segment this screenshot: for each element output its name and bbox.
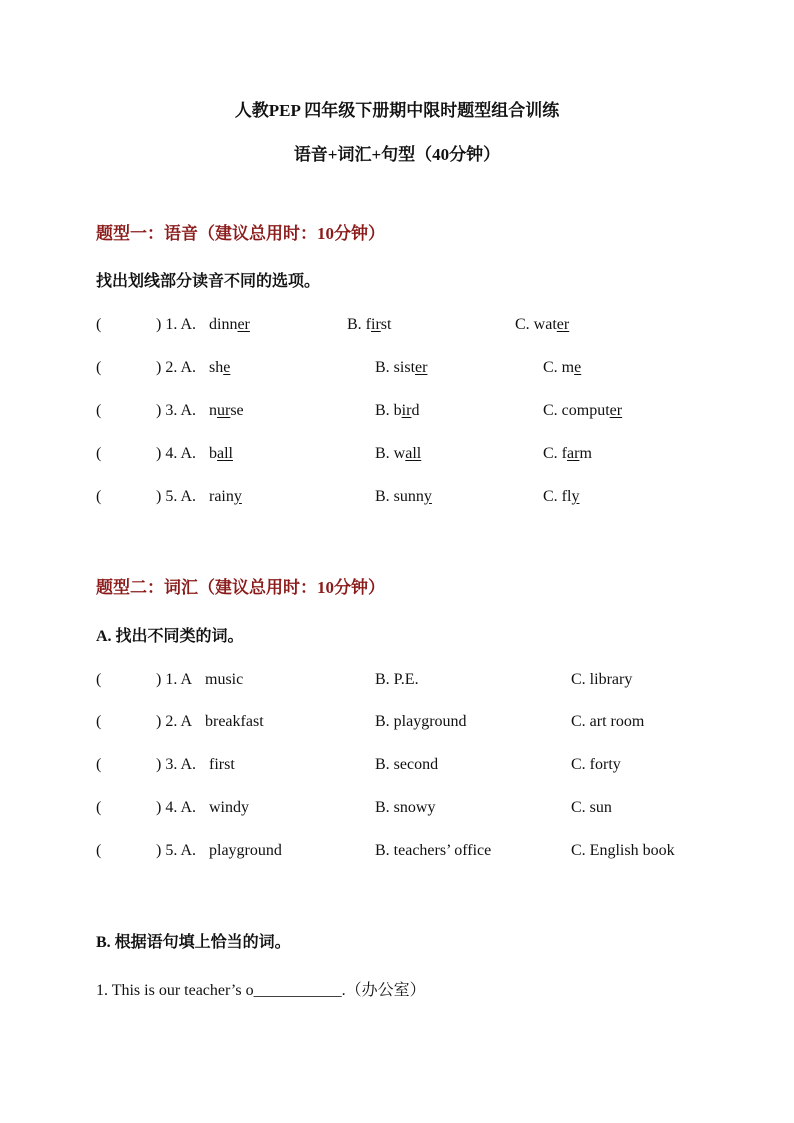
paren-open: ( (96, 488, 102, 505)
question-number: ) 5. A. (156, 842, 196, 859)
section-phonics-title: 题型一：语音（建议总用时：10分钟） (96, 224, 385, 243)
option-c: C. art room (571, 713, 645, 730)
option-a: she (209, 359, 231, 376)
option-b: B. teachers’ office (375, 842, 492, 859)
paren-open: ( (96, 713, 102, 730)
option-c: C. me (543, 359, 582, 376)
paren-open: ( (96, 402, 102, 419)
option-c: C. forty (571, 756, 621, 773)
option-a: first (209, 756, 235, 773)
option-a: playground (209, 842, 282, 859)
question-number: ) 4. A. (156, 799, 196, 816)
fill-blank-line[interactable]: ___________ (253, 982, 342, 999)
question-number: ) 4. A. (156, 445, 196, 462)
option-b: B. sunny (375, 488, 432, 505)
fill-blank-prefix: 1. This is our teacher’s o (96, 982, 254, 999)
paren-open: ( (96, 445, 102, 462)
question-number: ) 2. A (156, 713, 192, 730)
paren-open: ( (96, 799, 102, 816)
option-b: B. snowy (375, 799, 436, 816)
option-a: ball (209, 445, 233, 462)
section-vocab-title: 题型二：词汇（建议总用时：10分钟） (96, 578, 385, 597)
question-number: ) 2. A. (156, 359, 196, 376)
phonics-instruction: 找出划线部分读音不同的选项。 (96, 273, 321, 290)
paren-open: ( (96, 359, 102, 376)
option-a: dinner (209, 316, 250, 333)
page-subtitle: 语音+词汇+句型（40分钟） (293, 145, 501, 164)
question-number: ) 1. A (156, 671, 192, 688)
option-b: B. first (347, 316, 392, 333)
option-a: breakfast (205, 713, 264, 730)
option-c: C. English book (571, 842, 675, 859)
option-b: B. second (375, 756, 439, 773)
option-c: C. fly (543, 488, 580, 505)
option-a: rainy (209, 488, 242, 505)
option-c: C. farm (543, 445, 592, 462)
fill-blank-question (96, 977, 426, 1000)
page-title: 人教PEP 四年级下册期中限时题型组合训练 (234, 101, 560, 120)
option-b: B. P.E. (375, 671, 419, 688)
question-number: ) 1. A. (156, 316, 196, 333)
option-b: B. wall (375, 445, 422, 462)
question-number: ) 3. A. (156, 402, 196, 419)
question-number: ) 3. A. (156, 756, 196, 773)
option-c: C. computer (543, 402, 623, 419)
option-b: B. playground (375, 713, 467, 730)
paren-open: ( (96, 316, 102, 333)
option-c: C. water (515, 316, 570, 333)
vocab-part-b-title: B. 根据语句填上恰当的词。 (96, 934, 291, 951)
option-a: windy (209, 799, 249, 816)
option-c: C. library (571, 671, 633, 688)
paren-open: ( (96, 671, 102, 688)
option-a: music (205, 671, 244, 688)
paren-open: ( (96, 842, 102, 859)
option-b: B. bird (375, 402, 420, 419)
paren-open: ( (96, 756, 102, 773)
option-c: C. sun (571, 799, 612, 816)
fill-blank-hint: .（办公室） (341, 982, 426, 999)
question-number: ) 5. A. (156, 488, 196, 505)
option-a: nurse (209, 402, 244, 419)
vocab-part-a-title: A. 找出不同类的词。 (96, 628, 244, 645)
option-b: B. sister (375, 359, 428, 376)
